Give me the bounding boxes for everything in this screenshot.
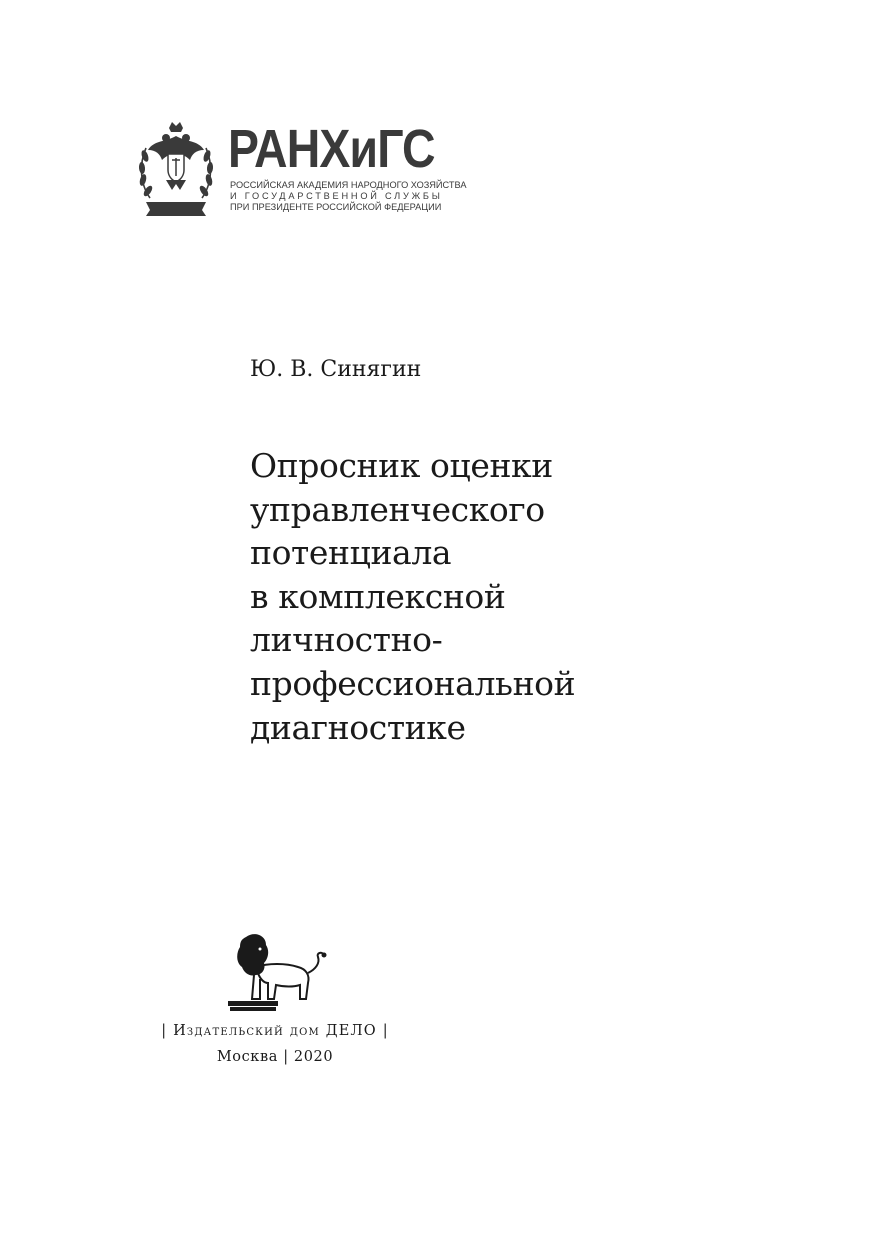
institution-line-1: РОССИЙСКАЯ АКАДЕМИЯ НАРОДНОГО ХОЗЯЙСТВА — [230, 180, 467, 191]
lion-on-books-mark-icon — [224, 933, 332, 1013]
author-name: Ю. В. Синягин — [250, 357, 422, 382]
title-line: профессиональной — [250, 663, 576, 703]
title-line: потенциала — [250, 533, 452, 573]
title-line: в комплексной — [250, 576, 506, 616]
publisher-name: | Издательский дом ДЕЛО | — [161, 1023, 389, 1039]
institution-full-name — [230, 180, 476, 213]
double-headed-eagle-emblem-icon — [136, 120, 216, 216]
institution-line-3: ПРИ ПРЕЗИДЕНТЕ РОССИЙСКОЙ ФЕДЕРАЦИИ — [230, 202, 442, 213]
book-title — [250, 444, 690, 749]
title-line: личностно- — [250, 620, 443, 660]
institution-name: РАНХиГС — [228, 119, 435, 179]
institution-line-2: И ГОСУДАРСТВЕННОЙ СЛУЖБЫ — [230, 191, 443, 202]
title-line: диагностике — [250, 707, 466, 747]
institution-logo — [136, 119, 467, 216]
title-line: Опросник оценки — [250, 446, 553, 485]
publisher-city-year: Москва | 2020 — [216, 1049, 334, 1065]
title-line: управленческого — [250, 489, 545, 529]
